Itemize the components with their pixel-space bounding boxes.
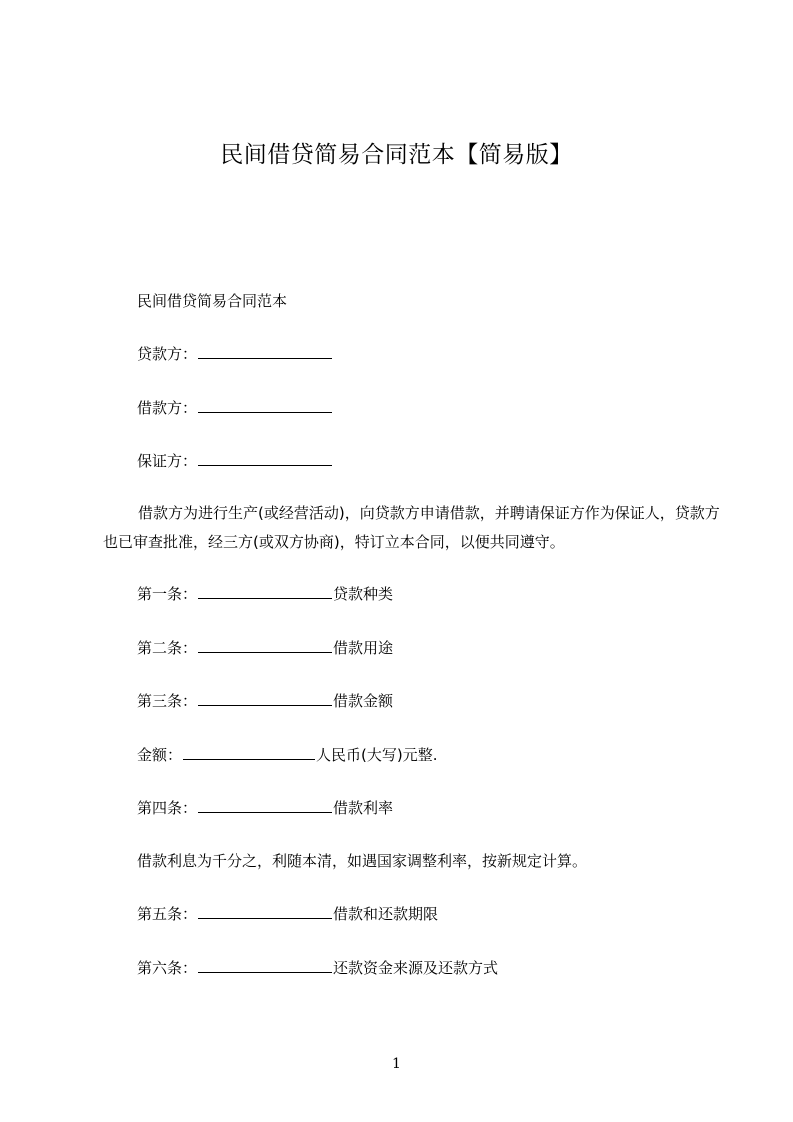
amount-label: 金额： (137, 746, 183, 764)
clause-3-suffix: 借款金额 (333, 692, 394, 710)
guarantor-blank (198, 450, 332, 466)
clause-1-suffix: 贷款种类 (333, 585, 394, 603)
clause-5-label: 第五条： (137, 905, 198, 923)
amount-suffix: 人民币(大写)元整. (316, 746, 438, 764)
intro-paragraph-text: 借款方为进行生产(或经营活动)，向贷款方申请借款，并聘请保证方作为保证人，贷款方也已审查批准，经三方(或双方协商)，特订立本合同，以便共同遵守。 (103, 504, 720, 551)
clause-6-suffix: 还款资金来源及还款方式 (333, 959, 499, 977)
clause-5-blank (198, 903, 332, 919)
document-title: 民间借贷简易合同范本【简易版】 (220, 142, 573, 168)
intro-paragraph (103, 499, 723, 557)
clause-3-blank (198, 690, 332, 706)
clause-2-blank (198, 637, 332, 653)
guarantor-label: 保证方： (137, 452, 198, 470)
lender-line (137, 343, 333, 365)
lender-blank (198, 343, 332, 359)
clause-1-line (137, 583, 393, 605)
clause-2-label: 第二条： (137, 639, 198, 657)
clause-4-label: 第四条： (137, 799, 198, 817)
borrower-line (137, 397, 333, 419)
clause-6-line (137, 957, 498, 979)
clause-4-line (137, 797, 393, 819)
clause-6-label: 第六条： (137, 959, 198, 977)
clause-2-line (137, 637, 393, 659)
clause-5-line (137, 903, 438, 925)
clause-3-line (137, 690, 393, 712)
clause-1-blank (198, 583, 332, 599)
clause-3-label: 第三条： (137, 692, 198, 710)
clause-4-blank (198, 797, 332, 813)
guarantor-line (137, 450, 333, 472)
borrower-blank (198, 397, 332, 413)
clause-1-label: 第一条： (137, 585, 198, 603)
clause-5-suffix: 借款和还款期限 (333, 905, 439, 923)
clause-6-blank (198, 957, 332, 973)
page-number: 1 (392, 1056, 401, 1072)
interest-text: 借款利息为千分之，利随本清，如遇国家调整利率，按新规定计算。 (137, 852, 588, 870)
amount-blank (183, 744, 315, 760)
borrower-label: 借款方： (137, 399, 198, 417)
lender-label: 贷款方： (137, 345, 198, 363)
clause-4-suffix: 借款利率 (333, 799, 394, 817)
clause-2-suffix: 借款用途 (333, 639, 394, 657)
amount-line (137, 744, 438, 766)
document-subtitle: 民间借贷简易合同范本 (137, 292, 288, 310)
